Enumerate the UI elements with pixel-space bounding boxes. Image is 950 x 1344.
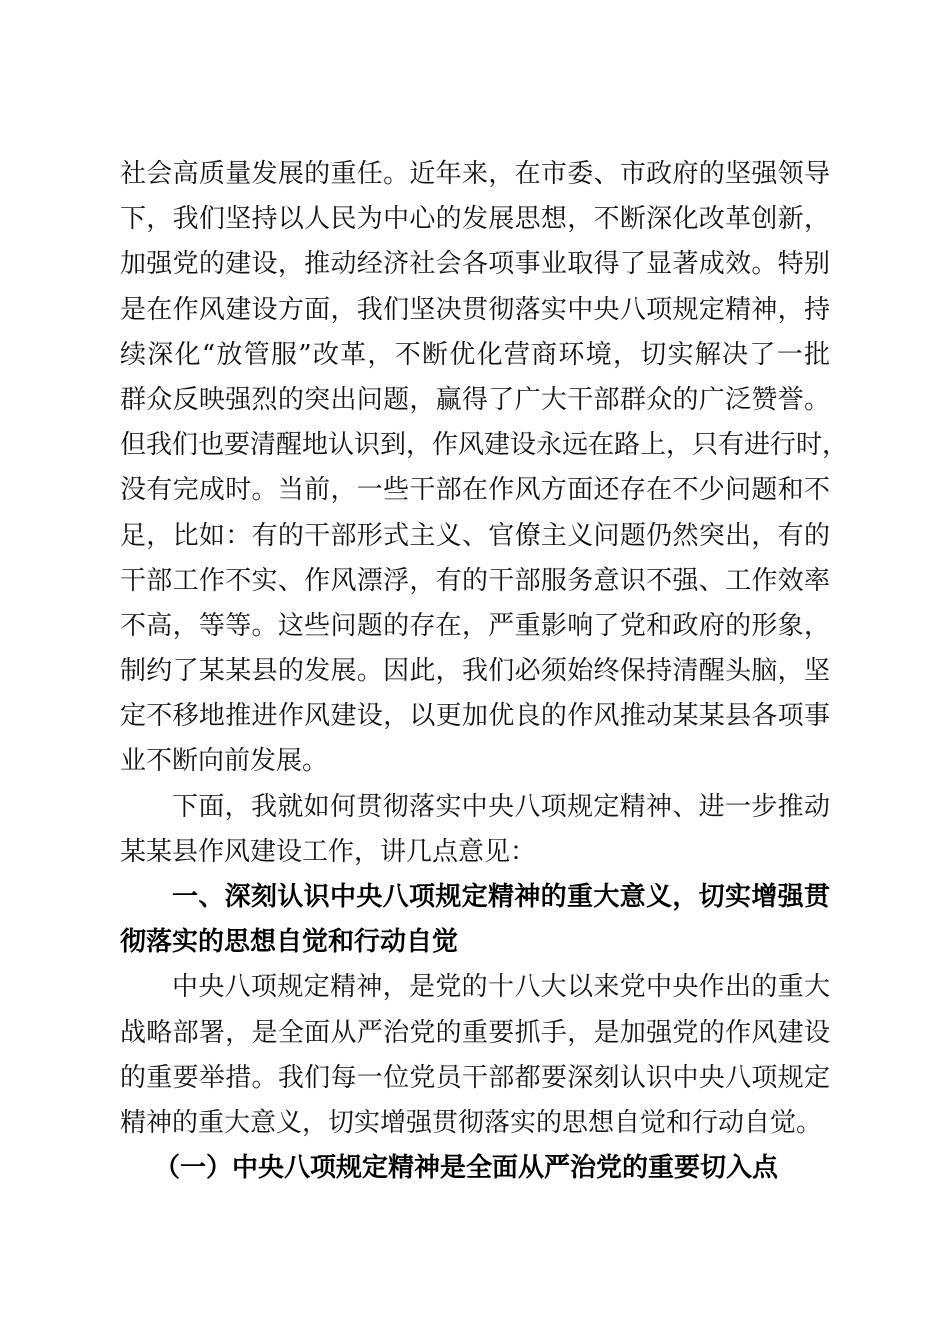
paragraph-line: 是在作风建设方面，我们坚决贯彻落实中央八项规定精神，持: [120, 294, 830, 325]
paragraph-line: 足，比如：有的干部形式主义、官僚主义问题仍然突出，有的: [120, 520, 830, 551]
paragraph-line: 下，我们坚持以人民为中心的发展思想，不断深化改革创新，: [120, 204, 830, 235]
paragraph-line: 不高，等等。这些问题的存在，严重影响了党和政府的形象，: [120, 610, 830, 641]
body-paragraph-1: [120, 152, 849, 785]
heading-line: 彻落实的思想自觉和行动自觉: [120, 927, 459, 958]
subheading-line: （一）中央八项规定精神是全面从严治党的重要切入点: [154, 1153, 779, 1184]
subsection-heading-1: [120, 1146, 830, 1191]
document-body: [120, 152, 849, 1191]
paragraph-line: 精神的重大意义，切实增强贯彻落实的思想自觉和行动自觉。: [120, 1107, 823, 1138]
paragraph-line: 的重要举措。我们每一位党员干部都要深刻认识中央八项规定: [120, 1062, 830, 1093]
body-paragraph-2: [120, 785, 830, 875]
paragraph-line: 某某县作风建设工作，讲几点意见：: [120, 836, 537, 867]
paragraph-line: 业不断向前发展。: [120, 746, 329, 777]
paragraph-line: 续深化“放管服”改革，不断优化营商环境，切实解决了一批: [120, 339, 830, 370]
paragraph-line: 干部工作不实、作风漂浮，有的干部服务意识不强、工作效率: [120, 565, 830, 596]
paragraph-line: 但我们也要清醒地认识到，作风建设永远在路上，只有进行时，: [120, 430, 849, 461]
body-paragraph-3: [120, 965, 830, 1146]
paragraph-line: 社会高质量发展的重任。近年来，在市委、市政府的坚强领导: [120, 159, 830, 189]
paragraph-line: 定不移地推进作风建设，以更加优良的作风推动某某县各项事: [120, 701, 830, 732]
section-heading-1: [120, 875, 830, 965]
paragraph-line: 没有完成时。当前，一些干部在作风方面还存在不少问题和不: [120, 475, 830, 506]
paragraph-line: 战略部署，是全面从严治党的重要抓手，是加强党的作风建设: [120, 1017, 830, 1048]
heading-line: 一、深刻认识中央八项规定精神的重大意义，切实增强贯: [172, 882, 830, 912]
paragraph-line: 群众反映强烈的突出问题，赢得了广大干部群众的广泛赞誉。: [120, 384, 830, 415]
paragraph-line: 中央八项规定精神，是党的十八大以来党中央作出的重大: [172, 972, 830, 1003]
paragraph-line: 下面，我就如何贯彻落实中央八项规定精神、进一步推动: [172, 791, 830, 822]
paragraph-line: 制约了某某县的发展。因此，我们必须始终保持清醒头脑，坚: [120, 656, 830, 687]
paragraph-line: 加强党的建设，推动经济社会各项事业取得了显著成效。特别: [120, 249, 830, 280]
